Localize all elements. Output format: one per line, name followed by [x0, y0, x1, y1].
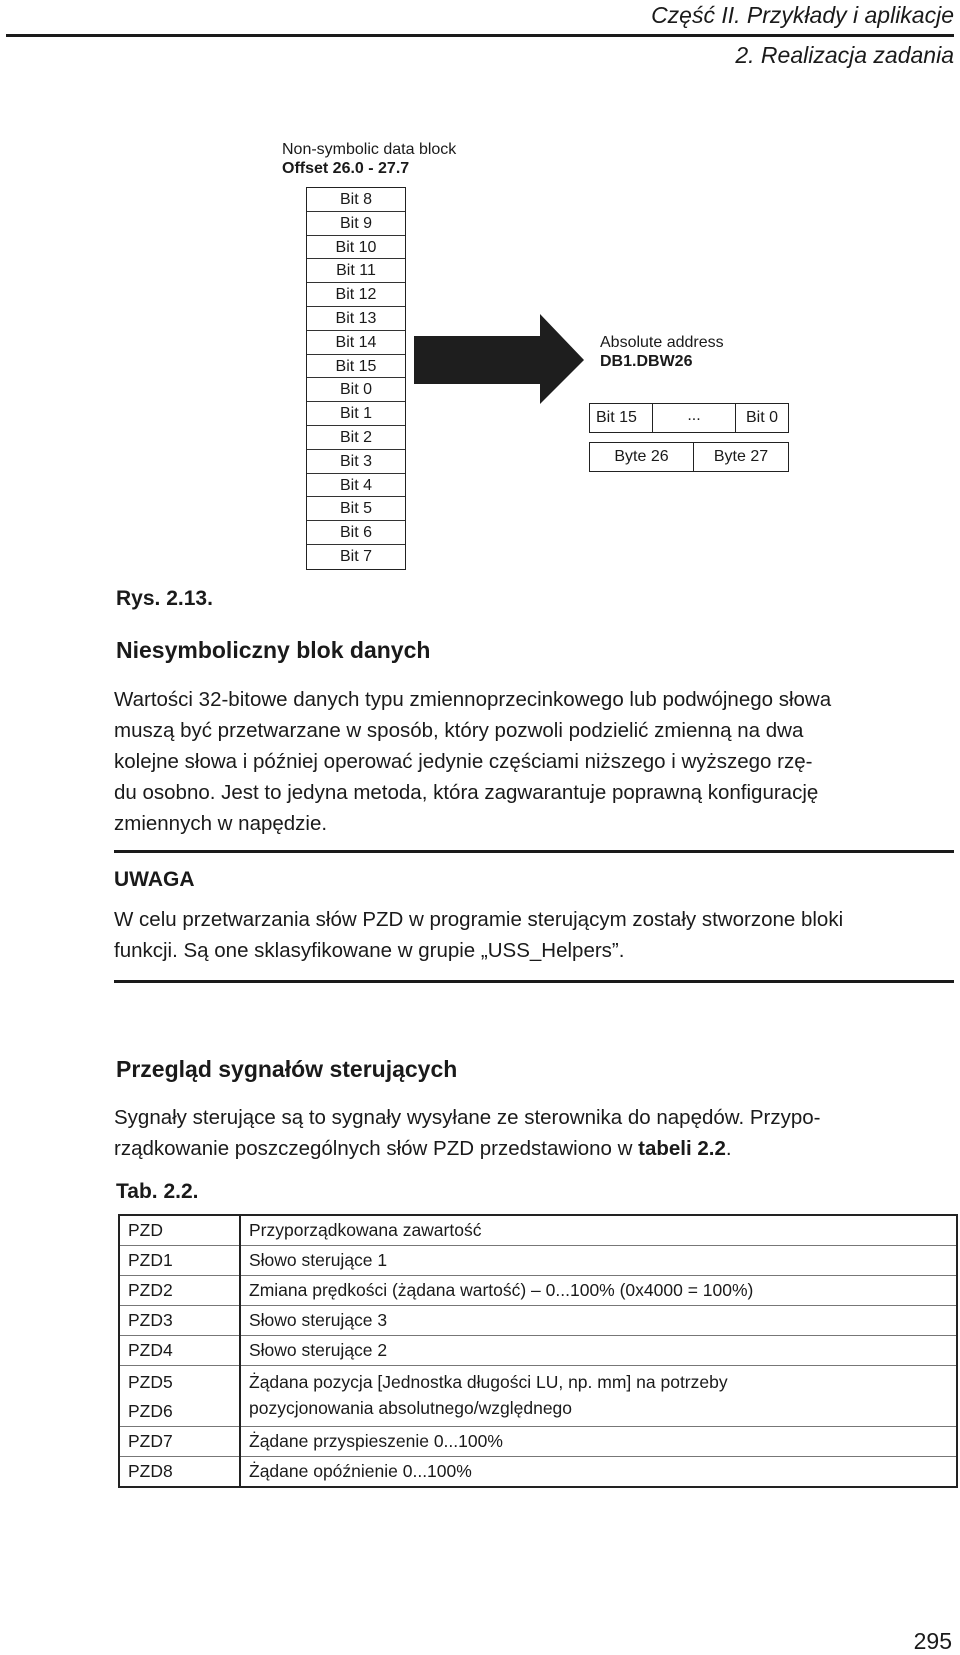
bit-cell: Bit 13 — [307, 307, 405, 331]
text-line: Sygnały sterujące są to sygnały wysyłane ze sterownika do napędów. Przypo- — [114, 1106, 821, 1129]
bit-cell: Bit 12 — [307, 283, 405, 307]
table-key: PZD5 — [128, 1372, 173, 1392]
section-paragraph — [114, 684, 831, 839]
note-top-rule — [114, 850, 954, 853]
bit-cell: Bit 9 — [307, 212, 405, 236]
table-row — [119, 1246, 957, 1276]
table-cell: PZD1 — [128, 1250, 173, 1270]
table-header-row — [119, 1215, 957, 1246]
section-heading: Przegląd sygnałów sterujących — [116, 1056, 458, 1082]
word-byte-box — [589, 442, 789, 472]
text-run: . — [725, 1137, 732, 1160]
table-cell: PZD4 — [128, 1340, 173, 1360]
header-rule — [6, 34, 954, 37]
bit-cell: Bit 3 — [307, 450, 405, 474]
abs-address-value: DB1.DBW26 — [600, 353, 693, 370]
table-cell: PZD8 — [128, 1461, 173, 1481]
text-line — [114, 1133, 820, 1164]
table-cell: Zmiana prędkości (żądana wartość) – 0...100% (0x4000 = 100%) — [240, 1276, 957, 1306]
note-heading: UWAGA — [114, 868, 195, 891]
table-row — [119, 1336, 957, 1366]
table-key: PZD6 — [128, 1401, 173, 1421]
table-cell: Słowo sterujące 3 — [240, 1306, 957, 1336]
table-row — [119, 1427, 957, 1457]
table-cell: Słowo sterujące 1 — [240, 1246, 957, 1276]
table-cell: PZD3 — [128, 1310, 173, 1330]
bit-high-cell: Bit 15 — [590, 404, 653, 432]
bit-cell: Bit 5 — [307, 497, 405, 521]
text-line: kolejne słowa i później operować jedynie częściami niższego i wyższego rzę- — [114, 750, 813, 773]
table-header-cell: Przyporządkowana zawartość — [240, 1215, 957, 1246]
table-row — [119, 1366, 957, 1427]
table-row — [119, 1457, 957, 1488]
bit-dots-cell: ... — [653, 404, 736, 432]
bit-low-cell: Bit 0 — [745, 409, 778, 426]
byte-low-cell: Byte 27 — [713, 448, 769, 465]
note-paragraph — [114, 904, 843, 966]
bit-cell: Bit 8 — [307, 188, 405, 212]
table-caption: Tab. 2.2. — [116, 1180, 199, 1203]
table-value-line: pozycjonowania absolutnego/względnego — [249, 1398, 573, 1418]
bit-cell: Bit 0 — [307, 378, 405, 402]
table-cell: Żądane przyspieszenie 0...100% — [240, 1427, 957, 1457]
page-number: 295 — [913, 1628, 952, 1654]
table-row — [119, 1306, 957, 1336]
text-line: du osobno. Jest to jedyna metoda, która zagwarantuje poprawną konfigurację — [114, 781, 819, 804]
pzd-table — [118, 1214, 958, 1488]
table-cell: PZD7 — [128, 1431, 173, 1451]
table-cell: Słowo sterujące 2 — [240, 1336, 957, 1366]
text-line: zmiennych w napędzie. — [114, 812, 328, 835]
table-reference: tabeli 2.2 — [638, 1137, 726, 1160]
bit-cell: Bit 2 — [307, 426, 405, 450]
block-title: Non-symbolic data block — [282, 141, 457, 158]
table-cell — [119, 1366, 240, 1427]
bit-cell: Bit 6 — [307, 521, 405, 545]
table-row — [119, 1276, 957, 1306]
bit-cell: Bit 1 — [307, 402, 405, 426]
bit-cell: Bit 7 — [339, 547, 372, 565]
note-bottom-rule — [114, 980, 954, 983]
bit-cell: Bit 15 — [307, 355, 405, 379]
section-heading: Niesymboliczny blok danych — [116, 637, 431, 663]
text-line: muszą być przetwarzane w sposób, który pozwoli podzielić zmienną na dwa — [114, 719, 804, 742]
figure-label: Rys. 2.13. — [116, 587, 213, 610]
bit-cell: Bit 10 — [307, 236, 405, 260]
word-bit-box — [589, 403, 789, 433]
table-cell — [240, 1366, 957, 1427]
table-cell: Żądane opóźnienie 0...100% — [240, 1457, 957, 1488]
text-line: funkcji. Są one sklasyfikowane w grupie „USS_Helpers”. — [114, 939, 625, 962]
abs-address-title: Absolute address — [600, 334, 724, 351]
table-cell: PZD2 — [128, 1280, 173, 1300]
section-paragraph — [114, 1102, 820, 1164]
chapter-title: 2. Realizacja zadania — [735, 42, 954, 68]
table-header-cell: PZD — [128, 1220, 163, 1240]
text-run: rządkowanie poszczególnych słów PZD przedstawiono w — [114, 1137, 639, 1160]
bit-column — [306, 187, 406, 570]
text-line: W celu przetwarzania słów PZD w programie sterującym zostały stworzone bloki — [114, 908, 844, 931]
byte-high-cell: Byte 26 — [590, 443, 694, 471]
arrow-right-icon — [414, 314, 586, 406]
bit-cell: Bit 14 — [307, 331, 405, 355]
block-offset: Offset 26.0 - 27.7 — [282, 160, 410, 177]
bit-cell: Bit 4 — [307, 474, 405, 498]
part-title: Część II. Przykłady i aplikacje — [651, 2, 954, 28]
bit-cell: Bit 11 — [307, 259, 405, 283]
text-line: Wartości 32-bitowe danych typu zmiennoprzecinkowego lub podwójnego słowa — [114, 688, 832, 711]
table-value-line: Żądana pozycja [Jednostka długości LU, np. mm] na potrzeby — [249, 1372, 728, 1392]
